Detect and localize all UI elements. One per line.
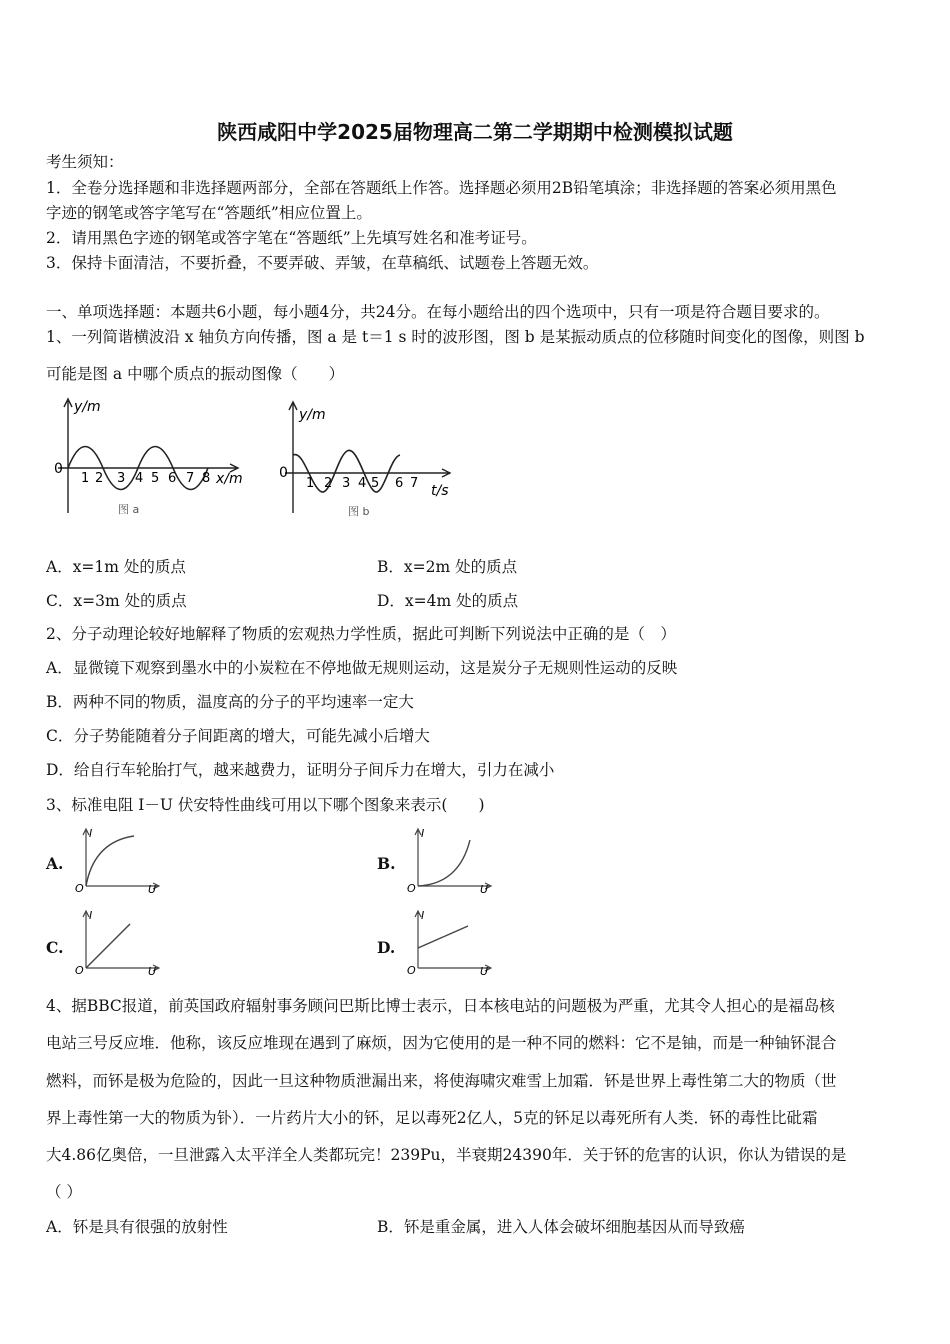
q4-option-b[interactable]: B．钚是重金属，进入人体会破坏细胞基因从而导致癌 xyxy=(377,1218,745,1236)
tick-label: 1 xyxy=(81,471,90,486)
q3-option-d-label[interactable]: D. xyxy=(377,938,396,957)
q3-option-c-label[interactable]: C. xyxy=(46,938,64,957)
tick-label: 2 xyxy=(324,476,333,491)
y-axis-label: y/m xyxy=(299,407,326,423)
tick-label: 1 xyxy=(306,476,315,491)
tick-label: 2 xyxy=(95,471,104,486)
figure-caption: 图 b xyxy=(348,505,370,518)
q1-option-c[interactable]: C．x=3m 处的质点 xyxy=(46,592,187,610)
q4-stem: 大4.86亿奥倍，一旦泄露入太平洋全人类都玩完！239Pu，半衰期24390年．关于钚的危害的认识，你认为错误的是 xyxy=(46,1146,847,1164)
tick-label: 8 xyxy=(202,471,211,486)
q4-stem: 电站三号反应堆．他称，该反应堆现在遇到了麻烦，因为它使用的是一种不同的燃料：它不是铀，而是一种铀钚混合 xyxy=(46,1034,837,1052)
notice-line: 字迹的钢笔或答字笔写在“答题纸”相应位置上。 xyxy=(46,204,372,222)
tick-label: 7 xyxy=(186,471,195,486)
axis-label: I xyxy=(89,909,93,922)
x-axis-label: t/s xyxy=(431,483,449,499)
notice-heading: 考生须知： xyxy=(46,153,124,171)
axis-label: O xyxy=(407,964,416,977)
notice-line: 2．请用黑色字迹的钢笔或答字笔在“答题纸”上先填写姓名和准考证号。 xyxy=(46,229,537,247)
q4-stem: （ ） xyxy=(46,1183,82,1201)
notice-line: 1．全卷分选择题和非选择题两部分，全部在答题纸上作答。选择题必须用2B铅笔填涂；非选择题的答案必须用黑色 xyxy=(46,179,837,197)
tick-label: 7 xyxy=(410,476,419,491)
tick-label: 6 xyxy=(168,471,177,486)
q2-option-c[interactable]: C．分子势能随着分子间距离的增大，可能先减小后增大 xyxy=(46,727,430,745)
tick-label: 3 xyxy=(342,476,351,491)
axis-label: O xyxy=(75,964,84,977)
q3-option-a-label[interactable]: A. xyxy=(46,854,64,873)
q1-stem: 可能是图 a 中哪个质点的振动图像（ ） xyxy=(46,365,345,383)
x-axis-label: x/m xyxy=(216,471,243,487)
q1-option-b[interactable]: B．x=2m 处的质点 xyxy=(377,558,518,576)
q4-stem: 燃料，而钚是极为危险的，因此一旦这种物质泄漏出来，将使海啸灾难雪上加霜．钚是世界上毒性第二大的物质（世 xyxy=(46,1072,837,1090)
q3-option-d-graph[interactable] xyxy=(404,908,499,976)
q1-option-a[interactable]: A．x=1m 处的质点 xyxy=(46,558,186,576)
axis-label: U xyxy=(480,965,489,978)
section-heading: 一、单项选择题：本题共6小题，每小题4分，共24分。在每小题给出的四个选项中，只有一项是符合题目要求的。 xyxy=(46,303,830,321)
axis-label: I xyxy=(421,909,425,922)
q1-stem: 1、一列简谐横波沿 x 轴负方向传播，图 a 是 t＝1 s 时的波形图，图 b 是某振动质点的位移随时间变化的图像，则图 b xyxy=(46,328,865,346)
q2-option-b[interactable]: B．两种不同的物质，温度高的分子的平均速率一定大 xyxy=(46,693,414,711)
axis-label: U xyxy=(148,883,157,896)
q3-stem: 3、标准电阻 I－U 伏安特性曲线可用以下哪个图象来表示( ) xyxy=(46,796,485,814)
axis-label: I xyxy=(421,827,425,840)
q3-option-c-graph[interactable] xyxy=(72,908,167,976)
origin-label: 0 xyxy=(279,465,288,481)
tick-label: 5 xyxy=(371,476,380,491)
y-axis-label: y/m xyxy=(74,399,101,415)
axis-label: O xyxy=(75,882,84,895)
tick-label: 4 xyxy=(358,476,367,491)
tick-label: 3 xyxy=(117,471,126,486)
axis-label: U xyxy=(148,965,157,978)
axis-label: I xyxy=(89,827,93,840)
q3-option-b-graph[interactable] xyxy=(404,826,499,894)
tick-label: 4 xyxy=(135,471,144,486)
q4-option-a[interactable]: A．钚是具有很强的放射性 xyxy=(46,1218,228,1236)
q1-figure-b xyxy=(275,395,475,525)
axis-label: O xyxy=(407,882,416,895)
axis-label: U xyxy=(480,883,489,896)
tick-label: 5 xyxy=(151,471,160,486)
q4-stem: 4、据BBC报道，前英国政府辐射事务顾问巴斯比博士表示，日本核电站的问题极为严重，尤其令人担心的是福岛核 xyxy=(46,997,835,1015)
q1-figure-a xyxy=(50,395,260,525)
page-title: 陕西咸阳中学2025届物理高二第二学期期中检测模拟试题 xyxy=(217,120,733,144)
tick-label: 6 xyxy=(395,476,404,491)
q3-option-a-graph[interactable] xyxy=(72,826,167,894)
q3-option-b-label[interactable]: B. xyxy=(377,854,396,873)
q2-option-a[interactable]: A．显微镜下观察到墨水中的小炭粒在不停地做无规则运动，这是炭分子无规则性运动的反映 xyxy=(46,659,678,677)
origin-label: 0 xyxy=(54,461,63,477)
q1-option-d[interactable]: D．x=4m 处的质点 xyxy=(377,592,519,610)
figure-caption: 图 a xyxy=(118,503,140,516)
q2-stem: 2、分子动理论较好地解释了物质的宏观热力学性质，据此可判断下列说法中正确的是（ ） xyxy=(46,625,676,643)
q2-option-d[interactable]: D．给自行车轮胎打气，越来越费力，证明分子间斥力在增大，引力在减小 xyxy=(46,761,555,779)
notice-line: 3．保持卡面清洁，不要折叠，不要弄破、弄皱，在草稿纸、试题卷上答题无效。 xyxy=(46,254,599,272)
q4-stem: 界上毒性第一大的物质为钋）．一片药片大小的钚，足以毒死2亿人，5克的钚足以毒死所有人类．钚的毒性比砒霜 xyxy=(46,1109,818,1127)
